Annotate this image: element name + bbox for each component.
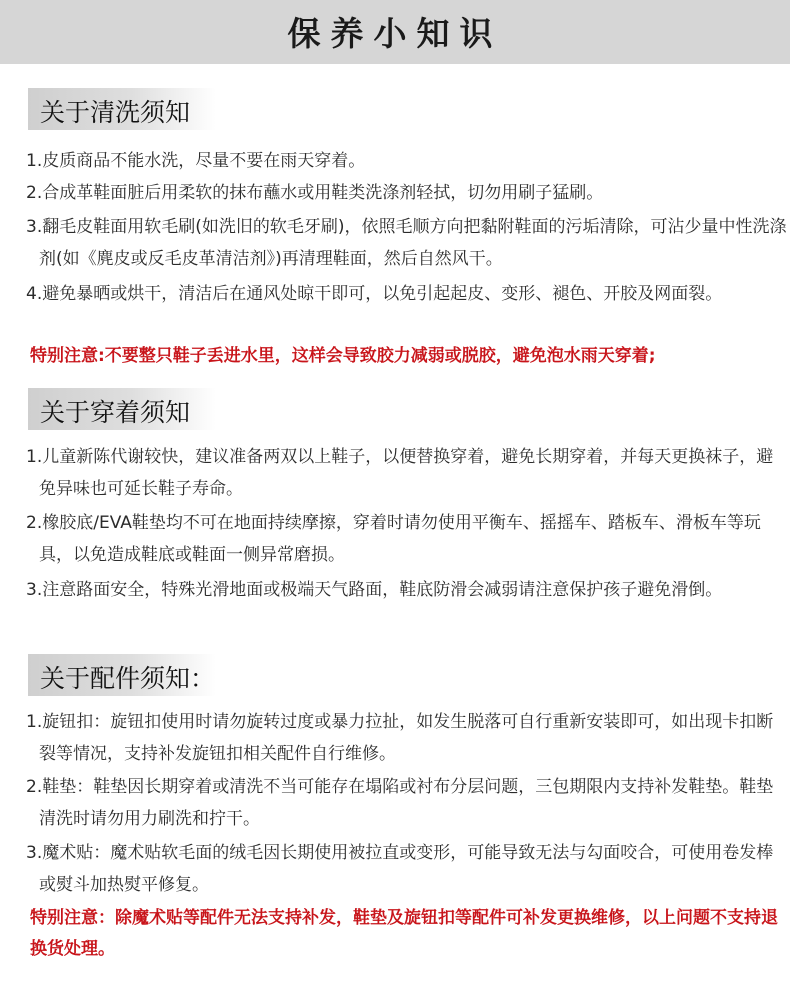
warning-note: 特别注意：除魔术贴等配件无法支持补发，鞋垫及旋钮扣等配件可补发更换维修，以上问题不支持退换货处理。	[30, 908, 778, 959]
list-item: 3.翻毛皮鞋面用软毛刷(如洗旧的软毛牙刷)，依照毛顺方向把黏附鞋面的污垢清除，可沾少量中性洗涤剂(如《麂皮或反毛皮革清洁剂》)再清理鞋面，然后自然风干。	[26, 217, 787, 269]
section-heading-accessories	[28, 654, 216, 696]
list-item: 1.旋钮扣：旋钮扣使用时请勿旋转过度或暴力拉扯，如发生脱落可自行重新安装即可，如出现卡扣断裂等情况，支持补发旋钮扣相关配件自行维修。	[26, 712, 774, 764]
list-item: 1.皮质商品不能水洗，尽量不要在雨天穿着。	[26, 151, 366, 171]
list-item: 3.魔术贴：魔术贴软毛面的绒毛因长期使用被拉直或变形，可能导致无法与勾面咬合，可使用卷发棒或熨斗加热熨平修复。	[26, 843, 774, 895]
list-item: 2.鞋垫：鞋垫因长期穿着或清洗不当可能存在塌陷或衬布分层问题，三包期限内支持补发鞋垫。鞋垫清洗时请勿用力刷洗和拧干。	[26, 777, 774, 829]
section-heading-label: 关于配件须知：	[40, 664, 216, 693]
section-heading-label: 关于穿着须知	[40, 398, 191, 427]
section-heading-wearing	[28, 388, 216, 430]
list-item: 2.橡胶底/EVA鞋垫均不可在地面持续摩擦，穿着时请勿使用平衡车、摇摇车、踏板车、滑板车等玩具，以免造成鞋底或鞋面一侧异常磨损。	[26, 513, 761, 565]
list-item: 1.儿童新陈代谢较快，建议准备两双以上鞋子，以便替换穿着，避免长期穿着，并每天更换袜子，避免异味也可延长鞋子寿命。	[26, 447, 774, 499]
list-item: 3.注意路面安全，特殊光滑地面或极端天气路面，鞋底防滑会减弱请注意保护孩子避免滑倒。	[26, 580, 723, 600]
title-banner	[0, 0, 790, 64]
warning-note: 特别注意:不要整只鞋子丢进水里，这样会导致胶力减弱或脱胶，避免泡水雨天穿着;	[30, 346, 656, 366]
section-heading-cleaning	[28, 88, 216, 130]
list-item: 4.避免暴晒或烘干，清洁后在通风处晾干即可，以免引起起皮、变形、褪色、开胶及网面裂。	[26, 284, 723, 304]
page-title: 保养小知识	[287, 14, 503, 53]
section-heading-label: 关于清洗须知	[40, 98, 191, 127]
list-item: 2.合成革鞋面脏后用柔软的抹布蘸水或用鞋类洗涤剂轻拭，切勿用刷子猛刷。	[26, 183, 604, 203]
